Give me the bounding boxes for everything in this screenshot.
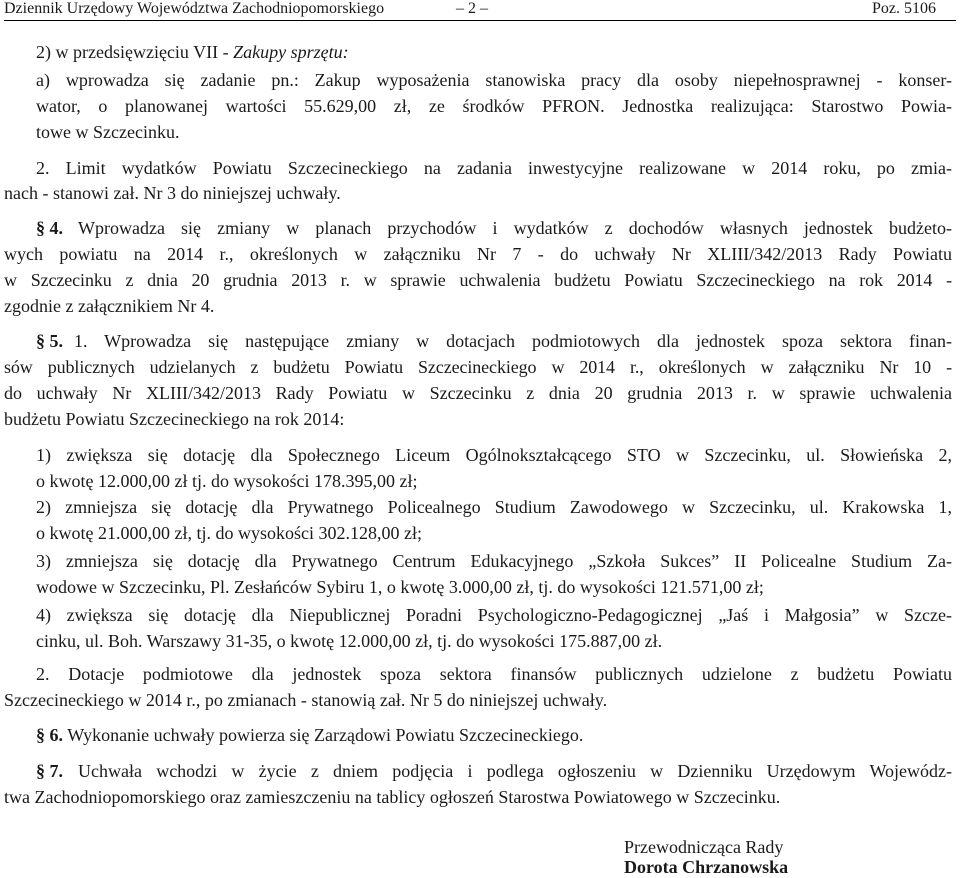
par6-text: Wykonanie uchwały powierza się Zarządowi Powiatu Szczecineckiego.: [67, 725, 584, 745]
par7-line-2: twa Zachodniopomorskiego oraz zamieszczeniu na tablicy ogłoszeń Starostwa Powiatowego w Szczecinku.: [4, 787, 781, 807]
item2-line-3: towe w Szczecinku.: [36, 122, 180, 142]
par4-line-1: Wprowadza się zmiany w planach przychodów i wydatków z dochodów własnych jednostek budżeto-: [78, 218, 952, 238]
limit-line-2: nach - stanowi zał. Nr 3 do niniejszej uchwały.: [4, 183, 341, 203]
par5-line-2: sów publicznych udzielanych z budżetu Powiatu Szczecineckiego w 2014 r., określonych w załączniku Nr 10 -: [4, 357, 952, 377]
par4-line-4: zgodnie z załącznikiem Nr 4.: [4, 296, 215, 316]
par5-line-4: budżetu Powiatu Szczecineckiego na rok 2014:: [4, 409, 345, 429]
item2-title: [36, 41, 349, 63]
par7-number: [36, 760, 63, 782]
par5-number: [36, 330, 63, 352]
par5-item1-line-1: 1) zwiększa się dotację dla Społecznego Liceum Ogólnokształcącego STO w Szczecinku, ul. Słowieńska 2,: [36, 445, 952, 465]
header-rule: [4, 20, 956, 21]
par5-item4-line-1: 4) zwiększa się dotację dla Niepublicznej Poradni Psychologiczno-Pedagogicznej „Jaś i Małgosia” w Szcze-: [36, 605, 952, 625]
item2-title-prefix: 2) w przedsięwzięciu VII -: [36, 42, 234, 62]
par4-label: § 4.: [36, 218, 63, 238]
par7-label: § 7.: [36, 761, 63, 781]
par4-line-2: wych powiatu na 2014 r., określonych w załączniku Nr 7 - do uchwały Nr XLIII/342/2013 Rady Powiatu: [4, 244, 952, 264]
par5-item3-line-2: wodowe w Szczecinku, Pl. Zesłańców Sybiru 1, o kwotę 3.000,00 zł, tj. do wysokości 121.571,00 zł;: [36, 577, 764, 597]
par4-line-3: w Szczecinku z dnia 20 grudnia 2013 r. w sprawie uchwalenia budżetu Powiatu Szczecineckiego na rok 2014 -: [4, 270, 952, 290]
par6-label: § 6.: [36, 725, 63, 745]
position-number: Poz. 5106: [872, 0, 936, 17]
publication-title: Dziennik Urzędowy Województwa Zachodniopomorskiego: [4, 0, 385, 17]
item2-line-2: wator, o planowanej wartości 55.629,00 zł, ze środków PFRON. Jednostka realizująca: Starostwo Powia-: [36, 96, 952, 116]
signature-role: Przewodnicząca Rady: [624, 837, 784, 857]
limit-line-1: 2. Limit wydatków Powiatu Szczecineckiego na zadania inwestycyjne realizowane w 2014 roku, po zmia-: [36, 158, 952, 178]
par5-line-3: do uchwały Nr XLIII/342/2013 Rady Powiatu w Szczecinku z dnia 20 grudnia 2013 r. w sprawie uchwalenia: [4, 383, 952, 403]
par5-sub2-line-2: Szczecineckiego w 2014 r., po zmianach - stanowią zał. Nr 5 do niniejszej uchwały.: [4, 690, 608, 710]
par5-sub2-line-1: 2. Dotacje podmiotowe dla jednostek spoza sektora finansów publicznych udzielone z budżetu Powiatu: [36, 664, 952, 684]
page-number: – 2 –: [456, 0, 488, 17]
par5-item1-line-2: o kwotę 12.000,00 zł tj. do wysokości 178.395,00 zł;: [36, 471, 418, 491]
item2-title-italic: Zakupy sprzętu:: [233, 42, 349, 62]
par6-paragraph: [36, 724, 583, 746]
par5-item2-line-1: 2) zmniejsza się dotację dla Prywatnego Policealnego Studium Zawodowego w Szczecinku, ul. Krakowska 1,: [36, 497, 952, 517]
item2-line-1: a) wprowadza się zadanie pn.: Zakup wyposażenia stanowiska pracy dla osoby niepełnosprawnej - konser-: [36, 70, 952, 90]
par4-number: [36, 217, 63, 239]
par5-item2-line-2: o kwotę 21.000,00 zł, tj. do wysokości 302.128,00 zł;: [36, 523, 422, 543]
par7-line-1: Uchwała wchodzi w życie z dniem podjęcia i podlega ogłoszeniu w Dzienniku Urzędowym Wojewódz-: [78, 761, 952, 781]
par5-line-1: 1. Wprowadza się następujące zmiany w dotacjach podmiotowych dla jednostek spoza sektora finan-: [74, 331, 952, 351]
par5-item3-line-1: 3) zmniejsza się dotację dla Prywatnego Centrum Edukacyjnego „Szkoła Sukces” II Policealne Studium Za-: [36, 551, 952, 571]
par5-label: § 5.: [36, 331, 63, 351]
par5-item4-line-2: cinku, ul. Boh. Warszawy 31-35, o kwotę 12.000,00 zł, tj. do wysokości 175.887,00 zł.: [36, 631, 663, 651]
signature-name: Dorota Chrzanowska: [624, 857, 789, 877]
